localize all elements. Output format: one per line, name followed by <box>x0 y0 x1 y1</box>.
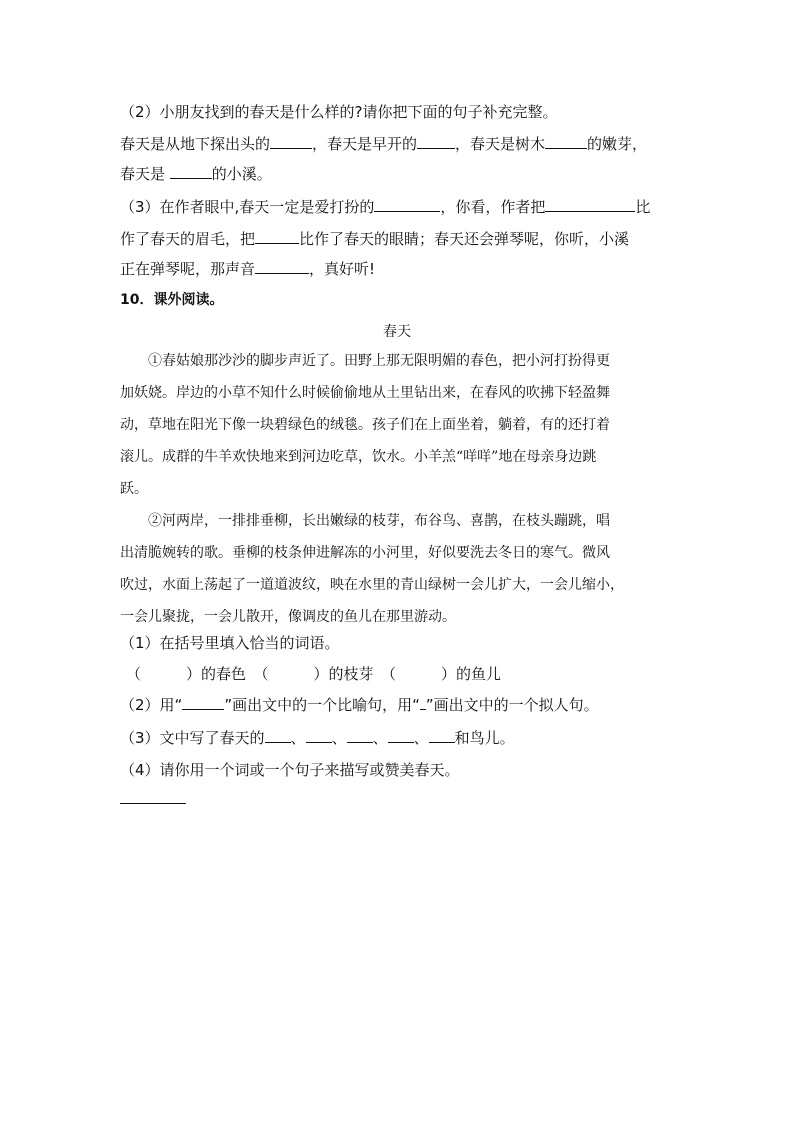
fill-blank[interactable] <box>170 163 212 179</box>
q10-sub2-prompt: （2）用“ ”画出文中的一个比喻句，用“ ”画出文中的一个拟人句。 <box>120 696 599 714</box>
passage-title: 春天 <box>383 324 411 340</box>
q10-sub4-prompt: （4）请你用一个词或一个句子来描写或赞美春天。 <box>120 761 460 779</box>
q9-sub3-line2: 作了春天的眉毛，把 比作了春天的眼睛；春天还会弹琴呢，你听，小溪 <box>120 230 630 248</box>
fill-blank[interactable] <box>545 196 635 212</box>
answer-blank-line[interactable] <box>120 803 186 804</box>
q10-sub1-prompt: （1）在括号里填入恰当的词语。 <box>120 634 340 652</box>
fill-blank[interactable] <box>388 727 414 743</box>
q9-sub3-line3: 正在弹琴呢，那声音 ，真好听! <box>120 260 376 278</box>
q9-sub2-sentence-line2: 春天是 的小溪。 <box>120 165 272 183</box>
fill-blank[interactable] <box>270 133 312 149</box>
q10-heading: 10．课外阅读。 <box>120 292 224 308</box>
fill-blank[interactable] <box>545 133 587 149</box>
passage-paragraph-1: ①春姑娘那沙沙的脚步声近了。田野上那无限明媚的春色，把小河打扮得更 加妖娆。岸边的小草不知什么时候偷偷地从土里钻出来，在春风的吹拂下轻盈舞 动，草地在阳光下像一块碧绿色的绒毯。孩子们在上面坐着，躺着，有的还打着 滚儿。成群的牛羊欢快地来到河边吃草，饮水。小羊羔“咩咩”地在母亲身边跳 跃。 <box>120 353 610 497</box>
fill-blank[interactable] <box>265 727 291 743</box>
underline-sample-straight <box>182 694 224 710</box>
fill-blank[interactable] <box>417 133 455 149</box>
fill-blank[interactable] <box>374 196 440 212</box>
fill-blank[interactable] <box>306 727 332 743</box>
q9-sub2-prompt: （2）小朋友找到的春天是什么样的?请你把下面的句子补充完整。 <box>120 103 558 121</box>
q9-sub3-line1: （3）在作者眼中,春天一定是爱打扮的 ，你看，作者把 比 <box>120 198 651 216</box>
fill-blank[interactable] <box>255 258 309 274</box>
fill-blank[interactable] <box>347 727 373 743</box>
passage-paragraph-2: ②河两岸，一排排垂柳，长出嫩绿的枝芽，布谷鸟、喜鹊，在枝头蹦跳，唱 出清脆婉转的歌。垂柳的枝条伸进解冻的小河里，好似要洗去冬日的寒气。微风 吹过，水面上荡起了一道道波纹，映在水里的青山绿树一会儿扩大，一会儿缩小， 一会儿聚拢，一会儿散开，像调皮的鱼儿在那里游动。 <box>120 513 624 625</box>
q9-sub2-sentence-line1: 春天是从地下探出头的 ，春天是早开的 ，春天是树木 的嫩芽， <box>120 135 648 153</box>
fill-blank[interactable] <box>429 727 455 743</box>
q10-sub3-prompt: （3）文中写了春天的 、 、 、 、 和鸟儿。 <box>120 729 515 747</box>
q10-sub1-items: （ ）的春色 （ ）的枝芽 （ ）的鱼儿 <box>126 665 502 683</box>
fill-blank[interactable] <box>255 228 299 244</box>
